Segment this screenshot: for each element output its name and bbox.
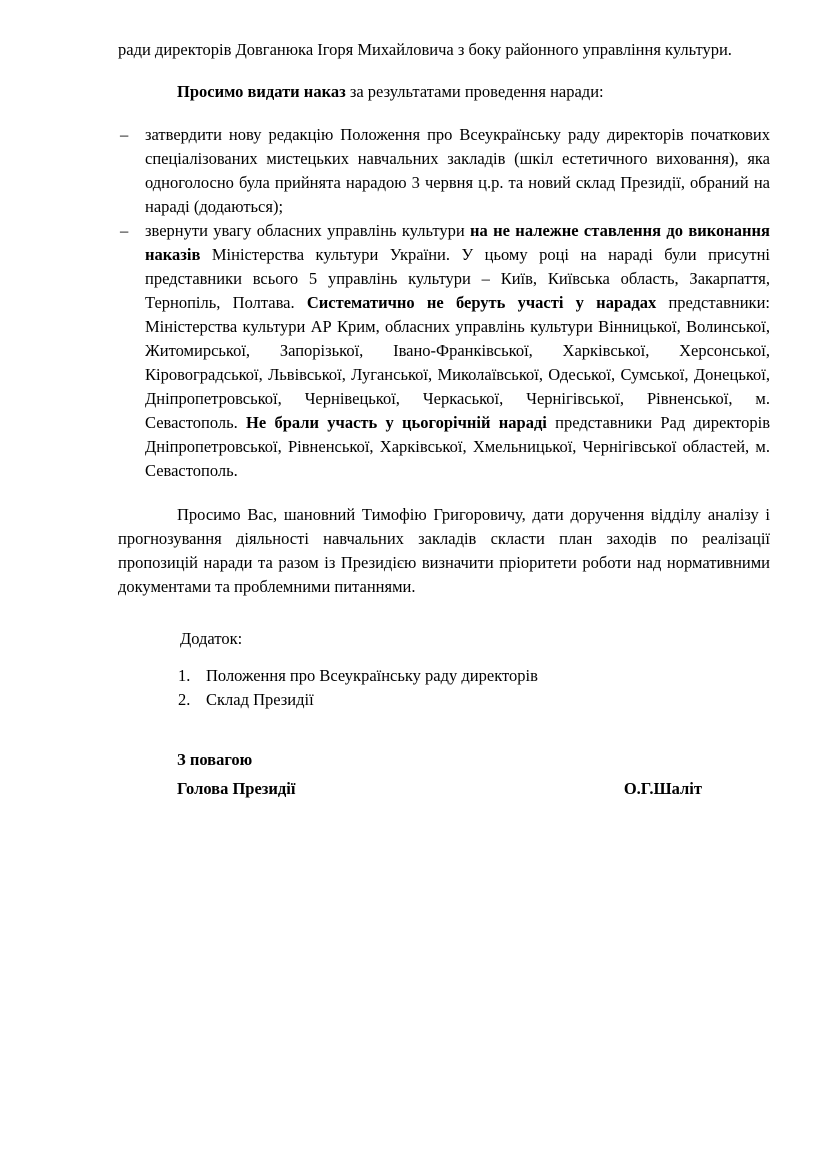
resolution-2-bold-2: Систематично не беруть участі у нарадах — [306, 293, 657, 312]
paragraph-request-order — [118, 80, 770, 104]
attachment-label: Додаток: — [180, 629, 243, 648]
attachment-1-text: Положення про Всеукраїнську раду директорів — [206, 666, 538, 685]
dash-marker: – — [120, 221, 129, 240]
list-item-attachment-2 — [178, 688, 770, 712]
resolution-list — [118, 123, 770, 483]
resolution-2-text-1: звернути увагу обласних управлінь культури — [145, 221, 471, 240]
paragraph-continuation: ради директорів Довганюка Ігоря Михайловича з боку районного управління культури. — [118, 40, 732, 59]
resolution-2-text-2: Міністерства культури України. У цьому році на нараді були присутні представники всього 5 управлінь культури – Київ, Київська область, Закарпаття, Тернопіль, Полтава. — [145, 245, 770, 312]
resolution-1-text: затвердити нову редакцію Положення про Всеукраїнську раду директорів початкових спеціалізованих мистецьких навчальних закладів (шкіл естетичного виховання), яка одноголосно була прийнята нарадою 3 червня ц.р. та новий склад Президії, обраний на нараді (додаються); — [145, 125, 770, 216]
signature-row — [118, 777, 770, 801]
signature-name: О.Г.Шаліт — [623, 779, 702, 798]
request-order-bold-text: Просимо видати наказ — [177, 82, 346, 101]
resolution-2-text-3: представники: Міністерства культури АР Крим, обласних управлінь культури Вінницької, Волинської, Житомирської, Запорізької, Івано-Франківської, Харківської, Херсонської, Кіровоградської, Львівської, Луганської, Миколаївської, Одеської, Сумської, Донецької, Дніпропетровської, Чернівецької, Черкаської, Чернігівської, Рівненської, м. Севастополь. — [145, 293, 770, 432]
dash-marker: – — [120, 125, 129, 144]
signoff-respect: З повагою — [177, 750, 253, 769]
attachment-2-number: 2. — [178, 690, 191, 709]
resolution-2-bold-3: Не брали участь у цьогорічній нараді — [246, 413, 547, 432]
resolution-2-text-4: представники Рад директорів Дніпропетровської, Рівненської, Харківської, Хмельницької, Чернігівської областей, м. Севастополь. — [145, 413, 770, 480]
document-page — [118, 38, 770, 801]
list-item-attachment-1 — [178, 664, 770, 688]
list-item-resolution-2 — [118, 219, 770, 483]
attachment-list — [118, 664, 770, 712]
request-order-rest-text: за результатами проведення наради: — [345, 82, 604, 101]
signature-title: Голова Президії — [177, 779, 296, 798]
resolution-2-bold-1: на не належне ставлення до виконання наказів — [145, 221, 770, 264]
list-item-resolution-1 — [118, 123, 770, 219]
attachment-1-number: 1. — [178, 666, 191, 685]
attachment-2-text: Склад Президії — [206, 690, 314, 709]
paragraph-closing: Просимо Вас, шановний Тимофію Григоровичу, дати доручення відділу аналізу і прогнозування діяльності навчальних закладів скласти план заходів по реалізації пропозицій наради та разом із Президією визначити пріоритети роботи над нормативними документами та проблемними питаннями. — [118, 505, 770, 596]
